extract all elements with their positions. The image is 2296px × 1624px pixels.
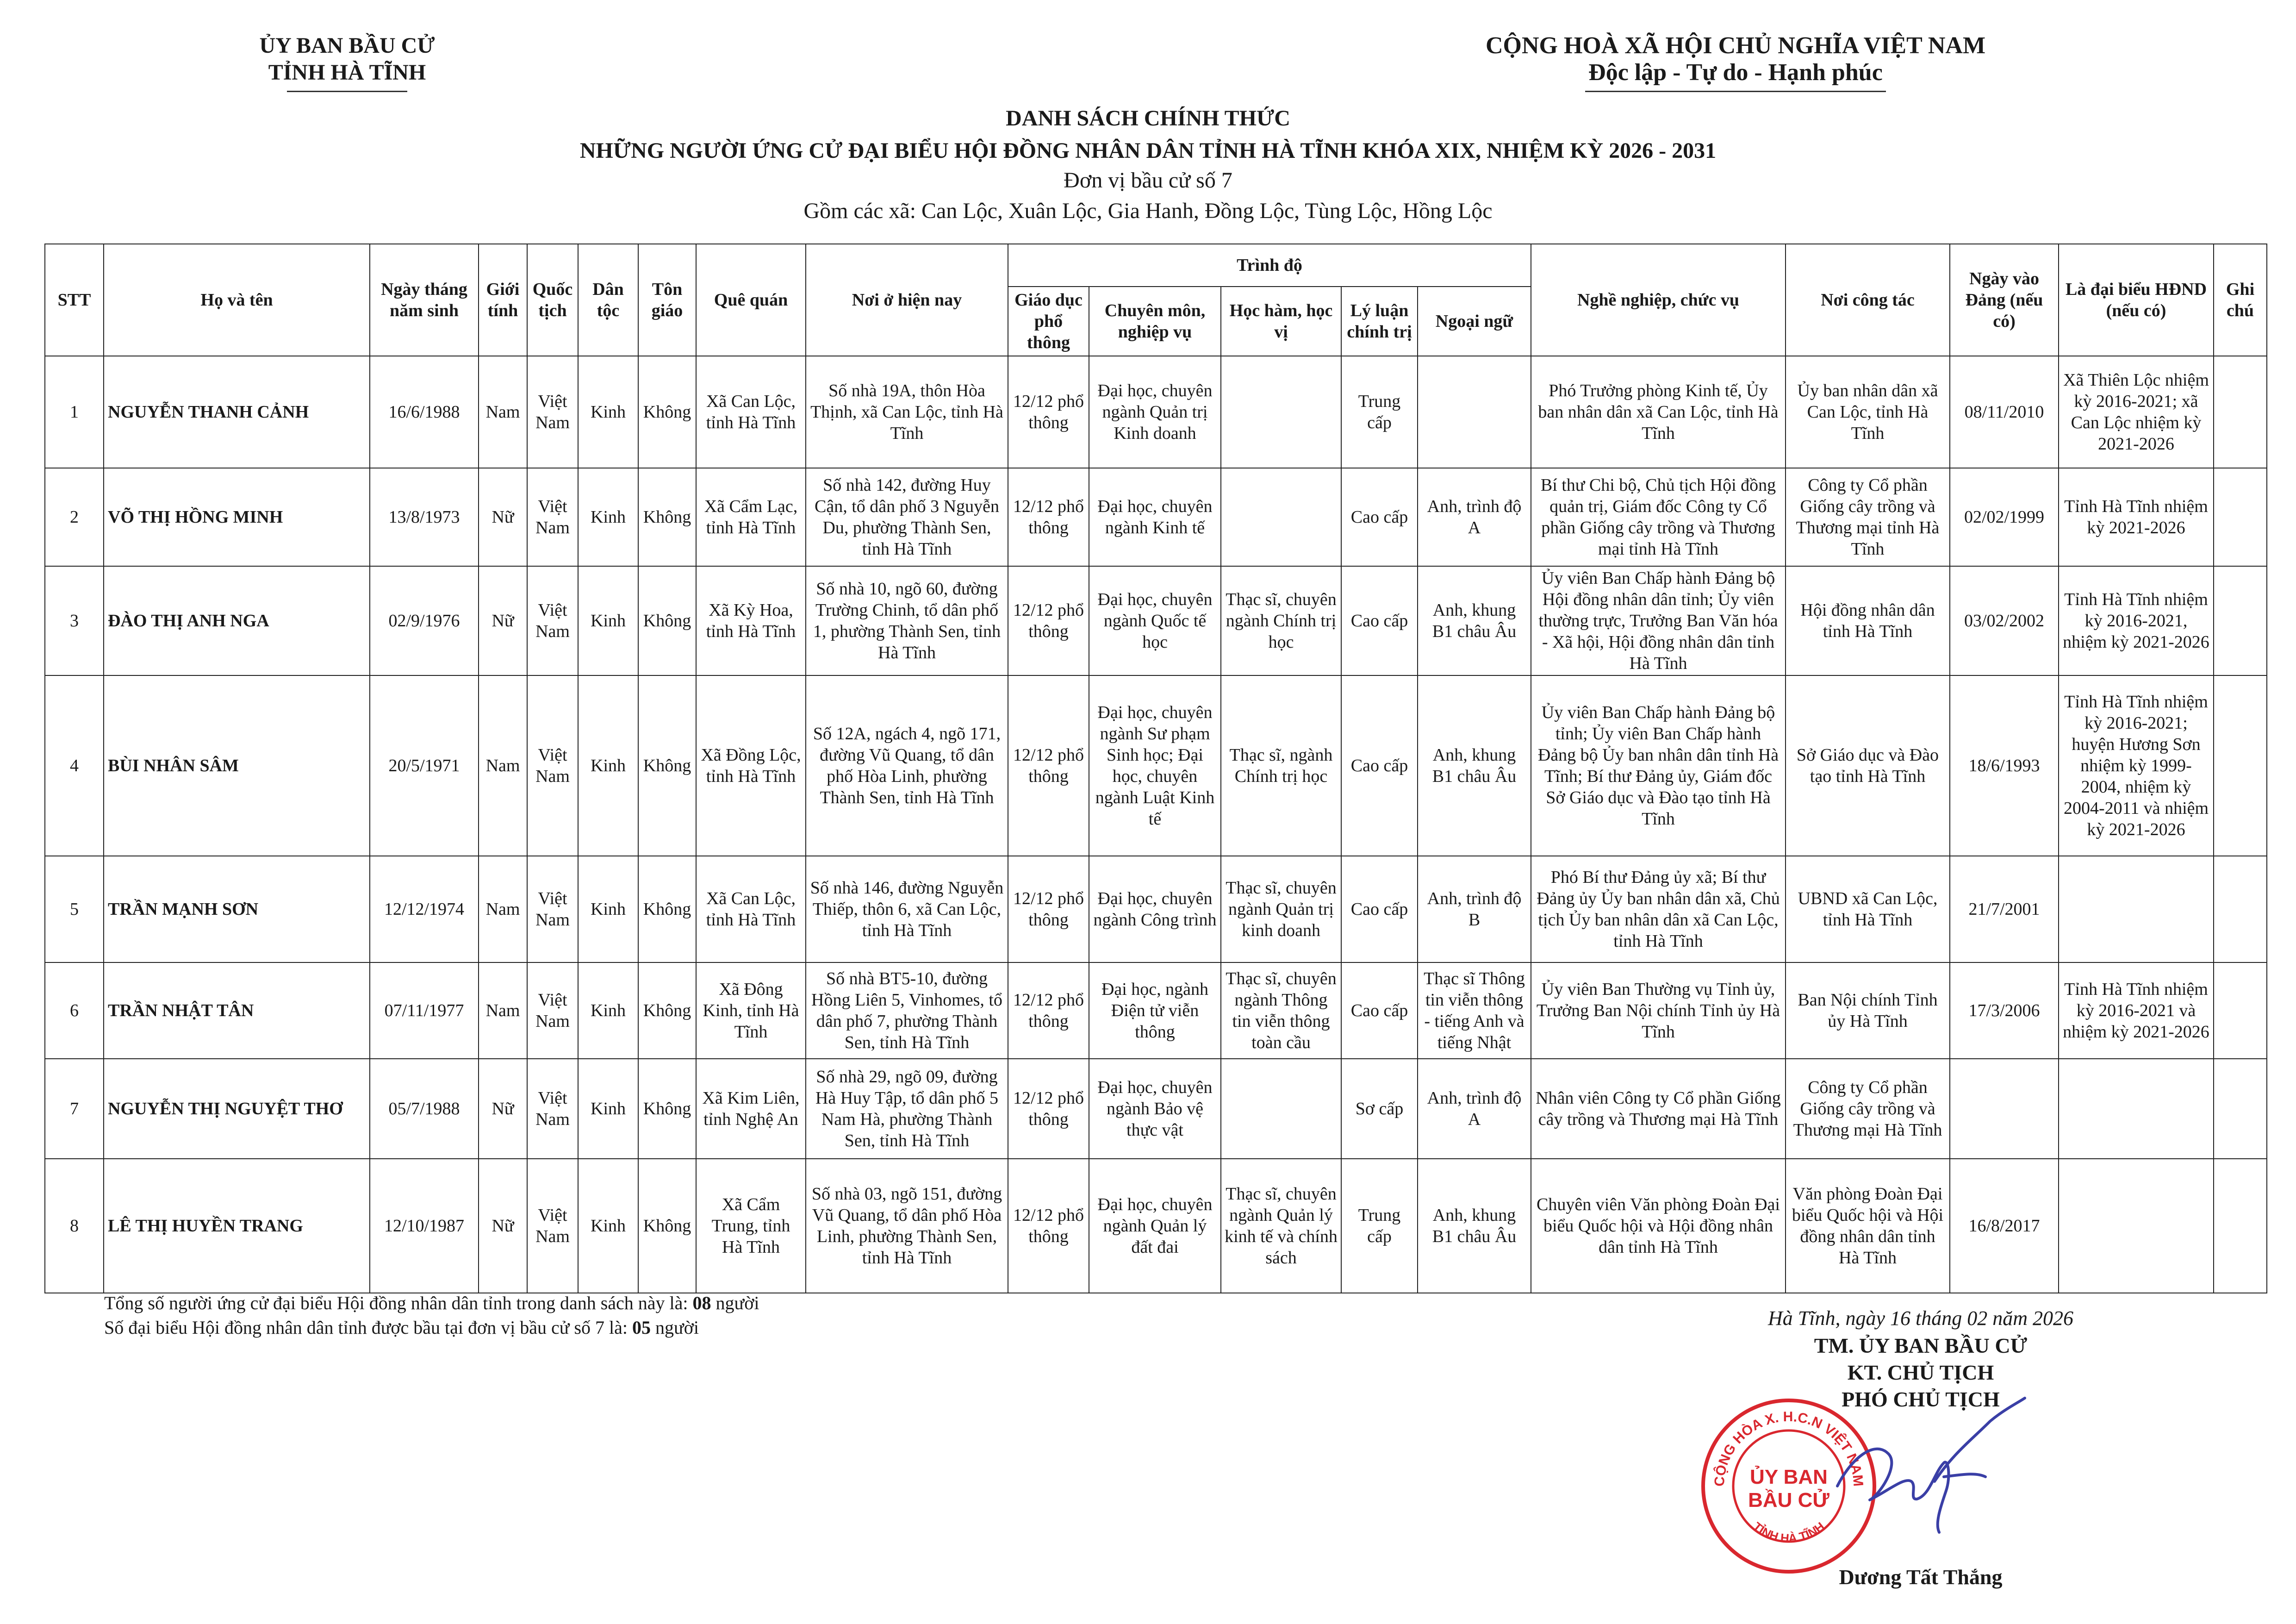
cell-occupation: Nhân viên Công ty Cổ phần Giống cây trồng và Thương mại Hà Tĩnh xyxy=(1531,1059,1786,1159)
cell-occupation: Ủy viên Ban Thường vụ Tỉnh ủy, Trưởng Ban Nội chính Tỉnh ủy Hà Tĩnh xyxy=(1531,962,1786,1059)
col-residence: Nơi ở hiện nay xyxy=(806,244,1008,356)
cell-specialty: Đại học, chuyên ngành Sư phạm Sinh học; Đại học, chuyên ngành Luật Kinh tế xyxy=(1089,675,1221,856)
cell-stt: 1 xyxy=(45,356,104,468)
cell-academic: Thạc sĩ, chuyên ngành Chính trị học xyxy=(1221,566,1341,675)
cell-stt: 2 xyxy=(45,468,104,566)
cell-gender: Nam xyxy=(479,675,527,856)
col-academic: Học hàm, học vị xyxy=(1221,287,1341,356)
cell-residence: Số nhà 29, ngõ 09, đường Hà Huy Tập, tổ dân phố 5 Nam Hà, phường Thành Sen, tỉnh Hà Tĩnh xyxy=(806,1059,1008,1159)
doc-title: DANH SÁCH CHÍNH THỨC xyxy=(1006,106,1290,131)
cell-gender: Nữ xyxy=(479,1059,527,1159)
cell-residence: Số nhà 19A, thôn Hòa Thịnh, xã Can Lộc, tỉnh Hà Tĩnh xyxy=(806,356,1008,468)
national-motto: Độc lập - Tự do - Hạnh phúc xyxy=(1588,59,1883,86)
cell-academic xyxy=(1221,356,1341,468)
cell-academic: Thạc sĩ, chuyên ngành Quản lý kinh tế và chính sách xyxy=(1221,1159,1341,1293)
national-header xyxy=(1435,32,2036,86)
cell-religion: Không xyxy=(638,356,696,468)
cell-occupation: Phó Bí thư Đảng ủy xã; Bí thư Đảng ủy Ủy ban nhân dân xã, Chủ tịch Ủy ban nhân dân xã Can Lộc, tỉnh Hà Tĩnh xyxy=(1531,856,1786,962)
cell-religion: Không xyxy=(638,566,696,675)
cell-dob: 16/6/1988 xyxy=(370,356,479,468)
cell-dob: 13/8/1973 xyxy=(370,468,479,566)
seal-center-line1: ỦY BAN xyxy=(1750,1466,1828,1488)
table-row xyxy=(45,675,2267,856)
cell-political: Trung cấp xyxy=(1341,356,1418,468)
cell-party-date: 08/11/2010 xyxy=(1950,356,2059,468)
cell-residence: Số nhà BT5-10, đường Hồng Liên 5, Vinhomes, tổ dân phố 7, phường Thành Sen, tỉnh Hà Tĩnh xyxy=(806,962,1008,1059)
issuer-line2: TỈNH HÀ TĨNH xyxy=(268,60,426,85)
cell-academic: Thạc sĩ, chuyên ngành Quản trị kinh doanh xyxy=(1221,856,1341,962)
cell-party-date: 03/02/2002 xyxy=(1950,566,2059,675)
cell-nationality: Việt Nam xyxy=(527,675,578,856)
cell-religion: Không xyxy=(638,1059,696,1159)
cell-workplace: Ban Nội chính Tỉnh ủy Hà Tĩnh xyxy=(1786,962,1950,1059)
cell-note xyxy=(2214,1059,2267,1159)
cell-religion: Không xyxy=(638,675,696,856)
col-ethnicity: Dân tộc xyxy=(578,244,638,356)
cell-party-date: 18/6/1993 xyxy=(1950,675,2059,856)
cell-party-date: 17/3/2006 xyxy=(1950,962,2059,1059)
elected-delegates-line xyxy=(104,1316,699,1339)
cell-stt: 3 xyxy=(45,566,104,675)
total-prefix: Tổng số người ứng cử đại biểu Hội đồng nhân dân tỉnh trong danh sách này là: xyxy=(104,1293,693,1313)
cell-specialty: Đại học, ngành Điện tử viễn thông xyxy=(1089,962,1221,1059)
cell-workplace: Công ty Cổ phần Giống cây trồng và Thương mại Hà Tĩnh xyxy=(1786,1059,1950,1159)
cell-dob: 07/11/1977 xyxy=(370,962,479,1059)
cell-workplace: Sở Giáo dục và Đào tạo tỉnh Hà Tĩnh xyxy=(1786,675,1950,856)
cell-name: TRẦN MẠNH SƠN xyxy=(104,856,370,962)
cell-religion: Không xyxy=(638,856,696,962)
cell-hometown: Xã Can Lộc, tỉnh Hà Tĩnh xyxy=(696,856,806,962)
cell-occupation: Bí thư Chi bộ, Chủ tịch Hội đồng quản trị, Giám đốc Công ty Cổ phần Giống cây trồng và Thương mại tỉnh Hà Tĩnh xyxy=(1531,468,1786,566)
cell-religion: Không xyxy=(638,468,696,566)
cell-name: BÙI NHÂN SÂM xyxy=(104,675,370,856)
total-suffix: người xyxy=(711,1293,759,1313)
col-occupation: Nghề nghiệp, chức vụ xyxy=(1531,244,1786,356)
col-delegate: Là đại biểu HĐND (nếu có) xyxy=(2059,244,2214,356)
cell-specialty: Đại học, chuyên ngành Quản lý đất đai xyxy=(1089,1159,1221,1293)
cell-dob: 02/9/1976 xyxy=(370,566,479,675)
signature-title-2: KT. CHỦ TỊCH xyxy=(1847,1361,1994,1384)
signature-title-3: PHÓ CHỦ TỊCH xyxy=(1842,1387,2000,1411)
cell-ethnicity: Kinh xyxy=(578,566,638,675)
place-date: Hà Tĩnh, ngày 16 tháng 02 năm 2026 xyxy=(1768,1307,2073,1330)
cell-delegate xyxy=(2059,1159,2214,1293)
cell-gender: Nữ xyxy=(479,1159,527,1293)
cell-residence: Số nhà 03, ngõ 151, đường Vũ Quang, tổ dân phố Hòa Linh, phường Thành Sen, tỉnh Hà Tĩnh xyxy=(806,1159,1008,1293)
table-row xyxy=(45,1059,2267,1159)
cell-language: Anh, khung B1 châu Âu xyxy=(1418,1159,1531,1293)
cell-academic xyxy=(1221,1059,1341,1159)
electoral-unit: Đơn vị bầu cử số 7 xyxy=(1064,168,1232,193)
cell-gender: Nữ xyxy=(479,468,527,566)
table-row xyxy=(45,962,2267,1059)
cell-nationality: Việt Nam xyxy=(527,468,578,566)
cell-delegate: Tỉnh Hà Tĩnh nhiệm kỳ 2016-2021; huyện Hương Sơn nhiệm kỳ 1999-2004, nhiệm kỳ 2004-2011 và nhiệm kỳ 2021-2026 xyxy=(2059,675,2214,856)
cell-dob: 12/10/1987 xyxy=(370,1159,479,1293)
cell-workplace: Văn phòng Đoàn Đại biểu Quốc hội và Hội đồng nhân dân tỉnh Hà Tĩnh xyxy=(1786,1159,1950,1293)
seal-center-line2: BẦU CỬ xyxy=(1748,1489,1829,1512)
doc-subtitle: NHỮNG NGƯỜI ỨNG CỬ ĐẠI BIỂU HỘI ĐỒNG NHÂN DÂN TỈNH HÀ TĨNH KHÓA XIX, NHIỆM KỲ 2026 - 2031 xyxy=(579,138,1717,163)
cell-language: Anh, trình độ A xyxy=(1418,468,1531,566)
cell-dob: 20/5/1971 xyxy=(370,675,479,856)
issuer-header xyxy=(208,32,486,86)
col-political: Lý luận chính trị xyxy=(1341,287,1418,356)
cell-occupation: Ủy viên Ban Chấp hành Đảng bộ Hội đồng nhân dân tỉnh; Ủy viên thường trực, Trưởng Ban Văn hóa - Xã hội, Hội đồng nhân dân tỉnh Hà Tĩnh xyxy=(1531,566,1786,675)
cell-delegate xyxy=(2059,1059,2214,1159)
cell-stt: 5 xyxy=(45,856,104,962)
cell-specialty: Đại học, chuyên ngành Quốc tế học xyxy=(1089,566,1221,675)
cell-stt: 8 xyxy=(45,1159,104,1293)
seal-ring-text: CỘNG HÒA X. H.C.N VIỆT NAM xyxy=(1711,1409,1866,1487)
cell-workplace: Hội đồng nhân dân tỉnh Hà Tĩnh xyxy=(1786,566,1950,675)
cell-gender: Nam xyxy=(479,856,527,962)
cell-dob: 05/7/1988 xyxy=(370,1059,479,1159)
cell-ethnicity: Kinh xyxy=(578,468,638,566)
cell-hometown: Xã Đông Kinh, tỉnh Hà Tĩnh xyxy=(696,962,806,1059)
cell-religion: Không xyxy=(638,962,696,1059)
cell-note xyxy=(2214,1159,2267,1293)
cell-language xyxy=(1418,356,1531,468)
cell-general-edu: 12/12 phổ thông xyxy=(1008,356,1089,468)
cell-ethnicity: Kinh xyxy=(578,356,638,468)
cell-delegate xyxy=(2059,856,2214,962)
total-count: 08 xyxy=(692,1293,711,1313)
cell-residence: Số nhà 146, đường Nguyễn Thiếp, thôn 6, xã Can Lộc, tỉnh Hà Tĩnh xyxy=(806,856,1008,962)
cell-political: Cao cấp xyxy=(1341,566,1418,675)
cell-political: Cao cấp xyxy=(1341,675,1418,856)
cell-name: LÊ THỊ HUYỀN TRANG xyxy=(104,1159,370,1293)
cell-delegate: Tỉnh Hà Tĩnh nhiệm kỳ 2016-2021, nhiệm kỳ 2021-2026 xyxy=(2059,566,2214,675)
cell-note xyxy=(2214,675,2267,856)
cell-specialty: Đại học, chuyên ngành Bảo vệ thực vật xyxy=(1089,1059,1221,1159)
elected-count: 05 xyxy=(632,1317,651,1338)
cell-general-edu: 12/12 phổ thông xyxy=(1008,962,1089,1059)
cell-academic: Thạc sĩ, ngành Chính trị học xyxy=(1221,675,1341,856)
national-title: CỘNG HOÀ XÃ HỘI CHỦ NGHĨA VIỆT NAM xyxy=(1485,32,1986,59)
cell-party-date: 21/7/2001 xyxy=(1950,856,2059,962)
cell-ethnicity: Kinh xyxy=(578,1159,638,1293)
cell-note xyxy=(2214,856,2267,962)
cell-specialty: Đại học, chuyên ngành Công trình xyxy=(1089,856,1221,962)
cell-note xyxy=(2214,962,2267,1059)
col-specialty: Chuyên môn, nghiệp vụ xyxy=(1089,287,1221,356)
col-religion: Tôn giáo xyxy=(638,244,696,356)
col-education-group: Trình độ xyxy=(1008,244,1531,287)
table-row xyxy=(45,1159,2267,1293)
cell-general-edu: 12/12 phổ thông xyxy=(1008,675,1089,856)
cell-residence: Số 12A, ngách 4, ngõ 171, đường Vũ Quang, tổ dân phố Hòa Linh, phường Thành Sen, tỉnh Hà Tĩnh xyxy=(806,675,1008,856)
elected-prefix: Số đại biểu Hội đồng nhân dân tỉnh được bầu tại đơn vị bầu cử số 7 là: xyxy=(104,1317,633,1338)
cell-religion: Không xyxy=(638,1159,696,1293)
cell-language: Anh, trình độ A xyxy=(1418,1059,1531,1159)
cell-occupation: Ủy viên Ban Chấp hành Đảng bộ tỉnh; Ủy viên Ban Chấp hành Đảng bộ Ủy ban nhân dân tỉnh Hà Tĩnh; Bí thư Đảng ủy, Giám đốc Sở Giáo dục và Đào tạo tỉnh Hà Tĩnh xyxy=(1531,675,1786,856)
cell-general-edu: 12/12 phổ thông xyxy=(1008,1059,1089,1159)
cell-delegate: Tỉnh Hà Tĩnh nhiệm kỳ 2021-2026 xyxy=(2059,468,2214,566)
cell-party-date: 02/02/1999 xyxy=(1950,468,2059,566)
col-stt: STT xyxy=(45,244,104,356)
cell-note xyxy=(2214,356,2267,468)
elected-suffix: người xyxy=(651,1317,699,1338)
col-note: Ghi chú xyxy=(2214,244,2267,356)
cell-occupation: Chuyên viên Văn phòng Đoàn Đại biểu Quốc hội và Hội đồng nhân dân tỉnh Hà Tĩnh xyxy=(1531,1159,1786,1293)
cell-language: Anh, khung B1 châu Âu xyxy=(1418,566,1531,675)
cell-hometown: Xã Cẩm Trung, tỉnh Hà Tĩnh xyxy=(696,1159,806,1293)
cell-political: Cao cấp xyxy=(1341,962,1418,1059)
col-hometown: Quê quán xyxy=(696,244,806,356)
cell-gender: Nam xyxy=(479,962,527,1059)
cell-delegate: Xã Thiên Lộc nhiệm kỳ 2016-2021; xã Can Lộc nhiệm kỳ 2021-2026 xyxy=(2059,356,2214,468)
cell-hometown: Xã Can Lộc, tỉnh Hà Tĩnh xyxy=(696,356,806,468)
cell-name: NGUYỄN THANH CẢNH xyxy=(104,356,370,468)
electoral-communes: Gồm các xã: Can Lộc, Xuân Lộc, Gia Hanh, Đồng Lộc, Tùng Lộc, Hồng Lộc xyxy=(803,199,1493,223)
cell-ethnicity: Kinh xyxy=(578,675,638,856)
cell-nationality: Việt Nam xyxy=(527,356,578,468)
candidate-table xyxy=(44,244,2267,1293)
cell-party-date: 16/8/2017 xyxy=(1950,1159,2059,1293)
cell-nationality: Việt Nam xyxy=(527,1059,578,1159)
cell-political: Cao cấp xyxy=(1341,856,1418,962)
cell-nationality: Việt Nam xyxy=(527,962,578,1059)
cell-political: Trung cấp xyxy=(1341,1159,1418,1293)
cell-political: Cao cấp xyxy=(1341,468,1418,566)
cell-ethnicity: Kinh xyxy=(578,1059,638,1159)
cell-language: Anh, khung B1 châu Âu xyxy=(1418,675,1531,856)
table-row xyxy=(45,566,2267,675)
cell-general-edu: 12/12 phổ thông xyxy=(1008,856,1089,962)
cell-dob: 12/12/1974 xyxy=(370,856,479,962)
col-workplace: Nơi công tác xyxy=(1786,244,1950,356)
cell-name: VÕ THỊ HỒNG MINH xyxy=(104,468,370,566)
cell-name: TRẦN NHẬT TÂN xyxy=(104,962,370,1059)
col-general-edu: Giáo dục phổ thông xyxy=(1008,287,1089,356)
col-dob: Ngày tháng năm sinh xyxy=(370,244,479,356)
col-name: Họ và tên xyxy=(104,244,370,356)
cell-ethnicity: Kinh xyxy=(578,962,638,1059)
cell-note xyxy=(2214,468,2267,566)
table-row xyxy=(45,356,2267,468)
seal-bottom-text: TỈNH HÀ TĨNH xyxy=(1750,1519,1827,1545)
cell-nationality: Việt Nam xyxy=(527,1159,578,1293)
cell-general-edu: 12/12 phổ thông xyxy=(1008,566,1089,675)
cell-stt: 7 xyxy=(45,1059,104,1159)
cell-hometown: Xã Kỳ Hoa, tỉnh Hà Tĩnh xyxy=(696,566,806,675)
cell-workplace: Công ty Cổ phần Giống cây trồng và Thương mại tỉnh Hà Tĩnh xyxy=(1786,468,1950,566)
cell-nationality: Việt Nam xyxy=(527,856,578,962)
cell-delegate: Tỉnh Hà Tĩnh nhiệm kỳ 2016-2021 và nhiệm kỳ 2021-2026 xyxy=(2059,962,2214,1059)
cell-party-date xyxy=(1950,1059,2059,1159)
cell-academic xyxy=(1221,468,1341,566)
cell-language: Thạc sĩ Thông tin viễn thông - tiếng Anh và tiếng Nhật xyxy=(1418,962,1531,1059)
col-party-date: Ngày vào Đảng (nếu có) xyxy=(1950,244,2059,356)
cell-name: NGUYỄN THỊ NGUYỆT THƠ xyxy=(104,1059,370,1159)
issuer-underline xyxy=(287,91,407,92)
cell-general-edu: 12/12 phổ thông xyxy=(1008,468,1089,566)
total-candidates-line xyxy=(104,1292,759,1315)
signer-name: Dương Tất Thắng xyxy=(1839,1565,2003,1589)
issuer-line1: ỦY BAN BẦU CỬ xyxy=(259,33,435,58)
cell-specialty: Đại học, chuyên ngành Quản trị Kinh doanh xyxy=(1089,356,1221,468)
cell-stt: 4 xyxy=(45,675,104,856)
table-row xyxy=(45,856,2267,962)
cell-hometown: Xã Kim Liên, tỉnh Nghệ An xyxy=(696,1059,806,1159)
signature-title-1: TM. ỦY BAN BẦU CỬ xyxy=(1814,1334,2028,1357)
cell-hometown: Xã Đồng Lộc, tỉnh Hà Tĩnh xyxy=(696,675,806,856)
table-row xyxy=(45,468,2267,566)
cell-occupation: Phó Trưởng phòng Kinh tế, Ủy ban nhân dân xã Can Lộc, tỉnh Hà Tĩnh xyxy=(1531,356,1786,468)
handwritten-signature xyxy=(1796,1384,2027,1560)
cell-residence: Số nhà 142, đường Huy Cận, tổ dân phố 3 Nguyễn Du, phường Thành Sen, tỉnh Hà Tĩnh xyxy=(806,468,1008,566)
cell-general-edu: 12/12 phổ thông xyxy=(1008,1159,1089,1293)
candidate-rows xyxy=(45,356,2267,1293)
cell-hometown: Xã Cẩm Lạc, tỉnh Hà Tĩnh xyxy=(696,468,806,566)
cell-stt: 6 xyxy=(45,962,104,1059)
col-language: Ngoại ngữ xyxy=(1418,287,1531,356)
cell-political: Sơ cấp xyxy=(1341,1059,1418,1159)
cell-workplace: Ủy ban nhân dân xã Can Lộc, tỉnh Hà Tĩnh xyxy=(1786,356,1950,468)
motto-underline xyxy=(1585,91,1886,92)
cell-gender: Nam xyxy=(479,356,527,468)
cell-language: Anh, trình độ B xyxy=(1418,856,1531,962)
cell-gender: Nữ xyxy=(479,566,527,675)
cell-nationality: Việt Nam xyxy=(527,566,578,675)
cell-workplace: UBND xã Can Lộc, tỉnh Hà Tĩnh xyxy=(1786,856,1950,962)
cell-note xyxy=(2214,566,2267,675)
cell-academic: Thạc sĩ, chuyên ngành Thông tin viễn thông toàn cầu xyxy=(1221,962,1341,1059)
col-gender: Giới tính xyxy=(479,244,527,356)
cell-ethnicity: Kinh xyxy=(578,856,638,962)
cell-name: ĐÀO THỊ ANH NGA xyxy=(104,566,370,675)
cell-residence: Số nhà 10, ngõ 60, đường Trường Chinh, tổ dân phố 1, phường Thành Sen, tỉnh Hà Tĩnh xyxy=(806,566,1008,675)
col-nationality: Quốc tịch xyxy=(527,244,578,356)
cell-specialty: Đại học, chuyên ngành Kinh tế xyxy=(1089,468,1221,566)
